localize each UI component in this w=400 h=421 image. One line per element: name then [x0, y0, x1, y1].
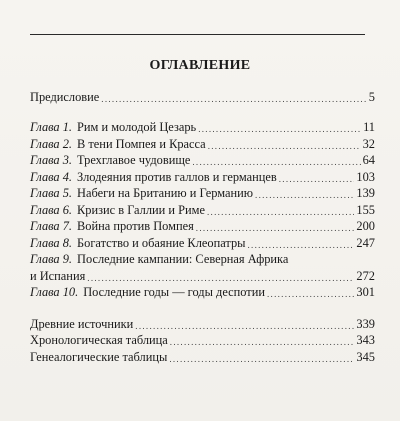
toc-entry-chapter-2 — [30, 135, 375, 152]
dot-leader — [279, 173, 355, 185]
dot-leader — [170, 336, 355, 348]
entry-title: Последние годы — годы деспотии — [83, 285, 265, 299]
toc-entry-preface — [30, 88, 375, 105]
chapter-label: Глава 6. — [30, 202, 73, 217]
entry-title: Последние кампании: Северная Африка — [77, 252, 289, 266]
toc-entry-chapter-3 — [30, 152, 375, 169]
entry-page: 301 — [356, 285, 375, 299]
toc-entry-chapter-9-line1 — [30, 251, 375, 268]
entry-page: 247 — [356, 235, 375, 250]
dot-leader — [247, 239, 354, 251]
page-title: ОГЛАВЛЕНИЕ — [149, 58, 251, 73]
dot-leader — [207, 206, 354, 218]
chapter-label: Глава 5. — [30, 186, 73, 200]
entry-page: 139 — [356, 186, 375, 200]
chapter-label: Глава 2. — [30, 136, 73, 151]
entry-page: 155 — [356, 202, 375, 217]
entry-page: 64 — [362, 153, 375, 167]
dot-leader — [196, 222, 355, 234]
dot-leader — [198, 123, 361, 135]
toc-entry-chapter-1 — [30, 119, 375, 136]
entry-page: 103 — [356, 169, 375, 184]
toc-entry-chapter-6 — [30, 201, 375, 218]
entry-title: Рим и молодой Цезарь — [77, 120, 197, 134]
entry-page: 343 — [356, 333, 375, 347]
entry-page: 339 — [356, 316, 375, 331]
toc-entry-chapter-8 — [30, 234, 375, 251]
toc-entry-sources — [30, 315, 375, 332]
chapter-label: Глава 1. — [30, 120, 73, 134]
toc-entry-genealogy — [30, 348, 375, 365]
entry-title: Древние источники — [30, 316, 134, 331]
entry-page: 345 — [356, 349, 375, 364]
entry-title: Война против Помпея — [77, 219, 194, 233]
chapter-label: Глава 9. — [30, 252, 73, 266]
entry-title: Генеалогические таблицы — [30, 349, 168, 364]
dot-leader — [101, 93, 367, 105]
dot-leader — [192, 156, 360, 168]
toc-entry-chapter-7 — [30, 218, 375, 235]
chapter-label: Глава 8. — [30, 235, 73, 250]
entry-page: 272 — [356, 268, 375, 283]
entry-title: Трехглавое чудовище — [77, 153, 191, 167]
dot-leader — [87, 272, 354, 284]
dot-leader — [267, 288, 354, 300]
entry-title: Предисловие — [30, 89, 100, 104]
chapter-label: Глава 4. — [30, 169, 73, 184]
entry-title: Набеги на Британию и Германию — [77, 186, 254, 200]
toc-entry-chronology — [30, 332, 375, 349]
header-rule — [30, 34, 365, 35]
dot-leader — [208, 140, 361, 152]
entry-title: Злодеяния против галлов и германцев — [77, 169, 277, 184]
table-of-contents — [30, 88, 375, 365]
entry-title: В тени Помпея и Красса — [77, 136, 206, 151]
chapter-label: Глава 7. — [30, 219, 73, 233]
entry-page: 11 — [363, 120, 375, 134]
toc-entry-chapter-4 — [30, 168, 375, 185]
dot-leader — [169, 353, 354, 365]
dot-leader — [255, 189, 354, 201]
chapter-label: Глава 10. — [30, 285, 79, 299]
chapter-label: Глава 3. — [30, 153, 73, 167]
toc-entry-chapter-9-line2 — [30, 267, 375, 284]
entry-title: Богатство и обаяние Клеопатры — [77, 235, 246, 250]
entry-title-continued: и Испания — [30, 268, 86, 283]
entry-title: Хронологическая таблица — [30, 333, 168, 347]
entry-title: Кризис в Галлии и Риме — [77, 202, 205, 217]
entry-page: 200 — [356, 219, 375, 233]
entry-page: 5 — [368, 89, 375, 104]
toc-entry-chapter-10 — [30, 284, 375, 301]
toc-entry-chapter-5 — [30, 185, 375, 202]
entry-page: 32 — [362, 136, 375, 151]
dot-leader — [135, 320, 354, 332]
